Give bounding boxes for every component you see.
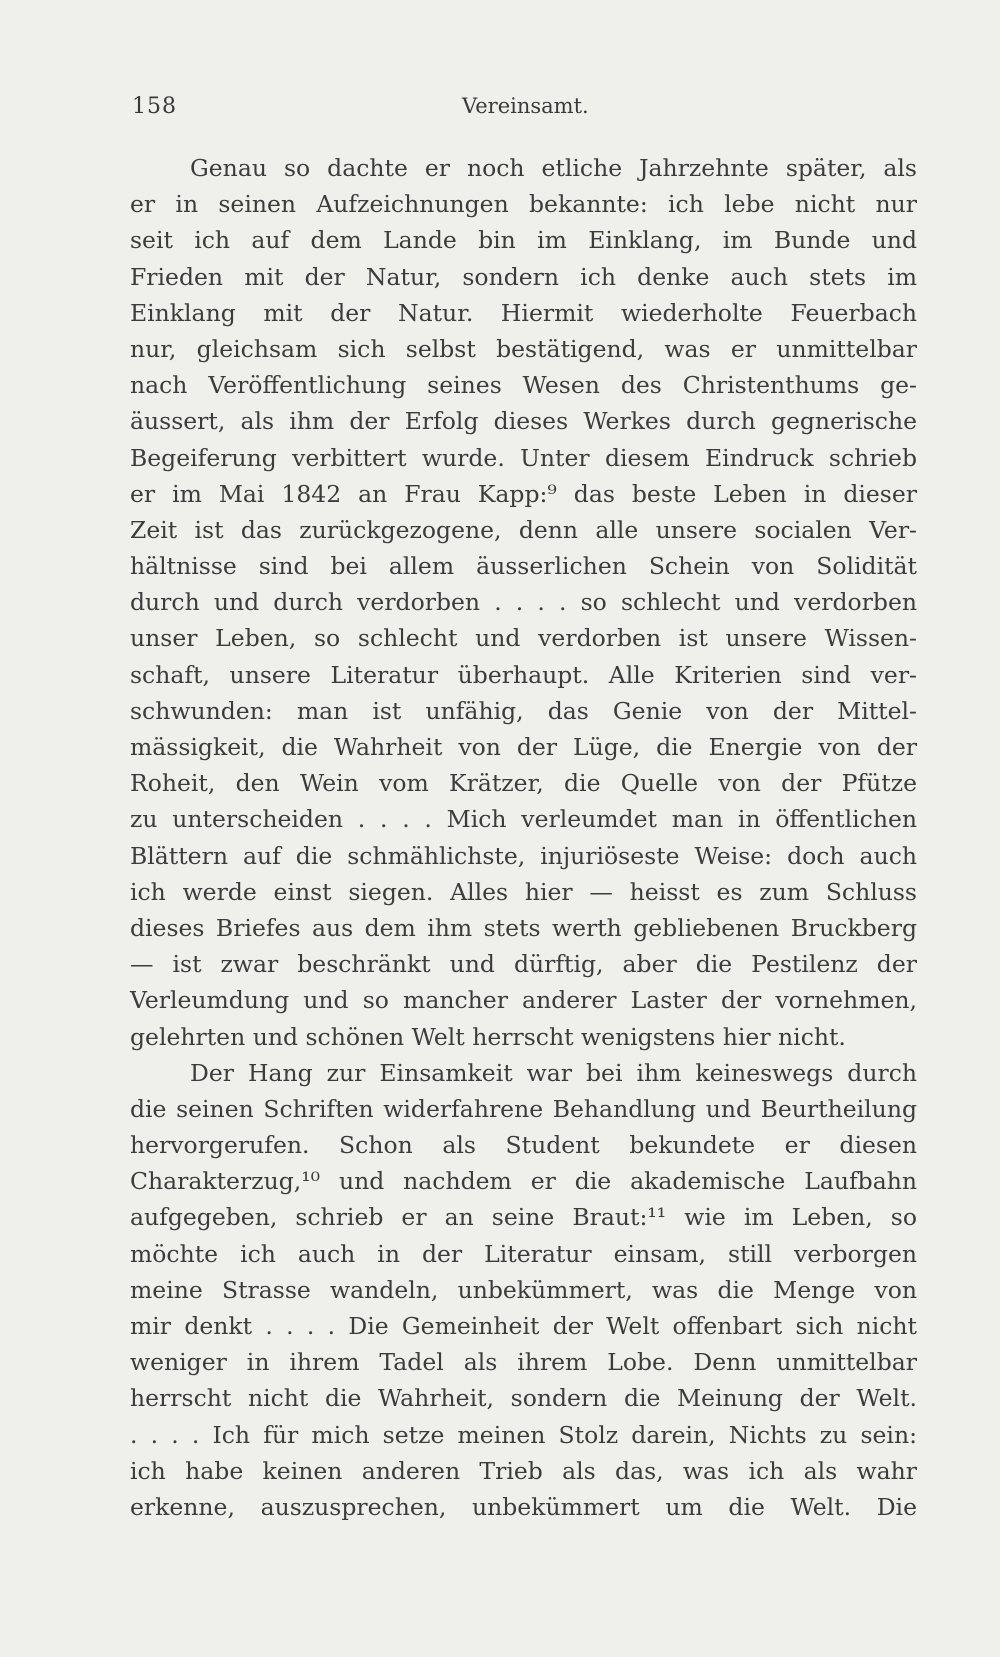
text-line: Genau so dachte er noch etliche Jahrzehnte später, als <box>190 154 917 182</box>
text-line: schwunden: man ist unfähig, das Genie von der Mittel- <box>130 696 917 725</box>
text-line: nach Veröffentlichung seines Wesen des Christenthums ge- <box>130 371 917 400</box>
text-line: mir denkt . . . . Die Gemeinheit der Welt offenbart sich nicht <box>130 1312 917 1340</box>
text-line: Frieden mit der Natur, sondern ich denke auch stets im <box>130 262 917 291</box>
text-line: ich habe keinen anderen Trieb als das, was ich als wahr <box>130 1456 917 1485</box>
text-line: seit ich auf dem Lande bin im Einklang, im Bunde und <box>130 226 917 255</box>
text-line: meine Strasse wandeln, unbekümmert, was die Menge von <box>130 1275 917 1304</box>
text-line: schaft, unsere Literatur überhaupt. Alle Kriterien sind ver- <box>130 660 917 689</box>
text-line: nur, gleichsam sich selbst bestätigend, was er unmittelbar <box>130 334 917 363</box>
text-line: die seinen Schriften widerfahrene Behandlung und Beurtheilung <box>130 1094 917 1123</box>
text-line: gelehrten und schönen Welt herrscht wenigstens hier nicht. <box>130 1022 846 1051</box>
text-line: unser Leben, so schlecht und verdorben ist unsere Wissen- <box>130 624 917 653</box>
text-line: Einklang mit der Natur. Hiermit wiederholte Feuerbach <box>130 298 917 327</box>
text-line: ich werde einst siegen. Alles hier — heisst es zum Schluss <box>130 877 917 906</box>
running-title: Vereinsamt. <box>462 94 589 118</box>
text-line: durch und durch verdorben . . . . so schlecht und verdorben <box>130 588 917 617</box>
text-line: Zeit ist das zurückgezogene, denn alle unsere socialen Ver- <box>130 515 917 544</box>
text-line: hältnisse sind bei allem äusserlichen Schein von Solidität <box>130 552 917 581</box>
text-line: er im Mai 1842 an Frau Kapp:⁹ das beste Leben in dieser <box>130 479 917 508</box>
text-line: Begeiferung verbittert wurde. Unter diesem Eindruck schrieb <box>130 443 917 472</box>
text-line: . . . . Ich für mich setze meinen Stolz darein, Nichts zu sein: <box>130 1420 917 1449</box>
running-head <box>132 94 917 128</box>
text-line: Blättern auf die schmählichste, injuriöseste Weise: doch auch <box>130 841 917 870</box>
text-line: äussert, als ihm der Erfolg dieses Werkes durch gegnerische <box>130 407 917 436</box>
body-text <box>130 150 917 1525</box>
text-line: erkenne, auszusprechen, unbekümmert um die Welt. Die <box>130 1492 917 1521</box>
text-line: möchte ich auch in der Literatur einsam, still verborgen <box>130 1239 917 1268</box>
text-line: aufgegeben, schrieb er an seine Braut:¹¹ wie im Leben, so <box>130 1203 917 1232</box>
text-line: weniger in ihrem Tadel als ihrem Lobe. Denn unmittelbar <box>130 1348 917 1377</box>
text-line: mässigkeit, die Wahrheit von der Lüge, die Energie von der <box>130 733 917 761</box>
text-line: er in seinen Aufzeichnungen bekannte: ich lebe nicht nur <box>130 190 917 219</box>
text-line: hervorgerufen. Schon als Student bekundete er diesen <box>130 1131 917 1160</box>
text-line: Roheit, den Wein vom Krätzer, die Quelle von der Pfütze <box>130 769 917 798</box>
text-line: herrscht nicht die Wahrheit, sondern die Meinung der Welt. <box>130 1384 917 1413</box>
text-line: Der Hang zur Einsamkeit war bei ihm keineswegs durch <box>190 1058 917 1087</box>
text-line: Charakterzug,¹⁰ und nachdem er die akademische Laufbahn <box>130 1167 917 1196</box>
page-number: 158 <box>132 94 177 119</box>
text-line: Verleumdung und so mancher anderer Laster der vornehmen, <box>130 986 917 1015</box>
text-line: zu unterscheiden . . . . Mich verleumdet man in öffentlichen <box>130 805 917 834</box>
text-line: dieses Briefes aus dem ihm stets werth gebliebenen Bruckberg <box>130 913 917 942</box>
text-line: — ist zwar beschränkt und dürftig, aber die Pestilenz der <box>130 950 917 979</box>
